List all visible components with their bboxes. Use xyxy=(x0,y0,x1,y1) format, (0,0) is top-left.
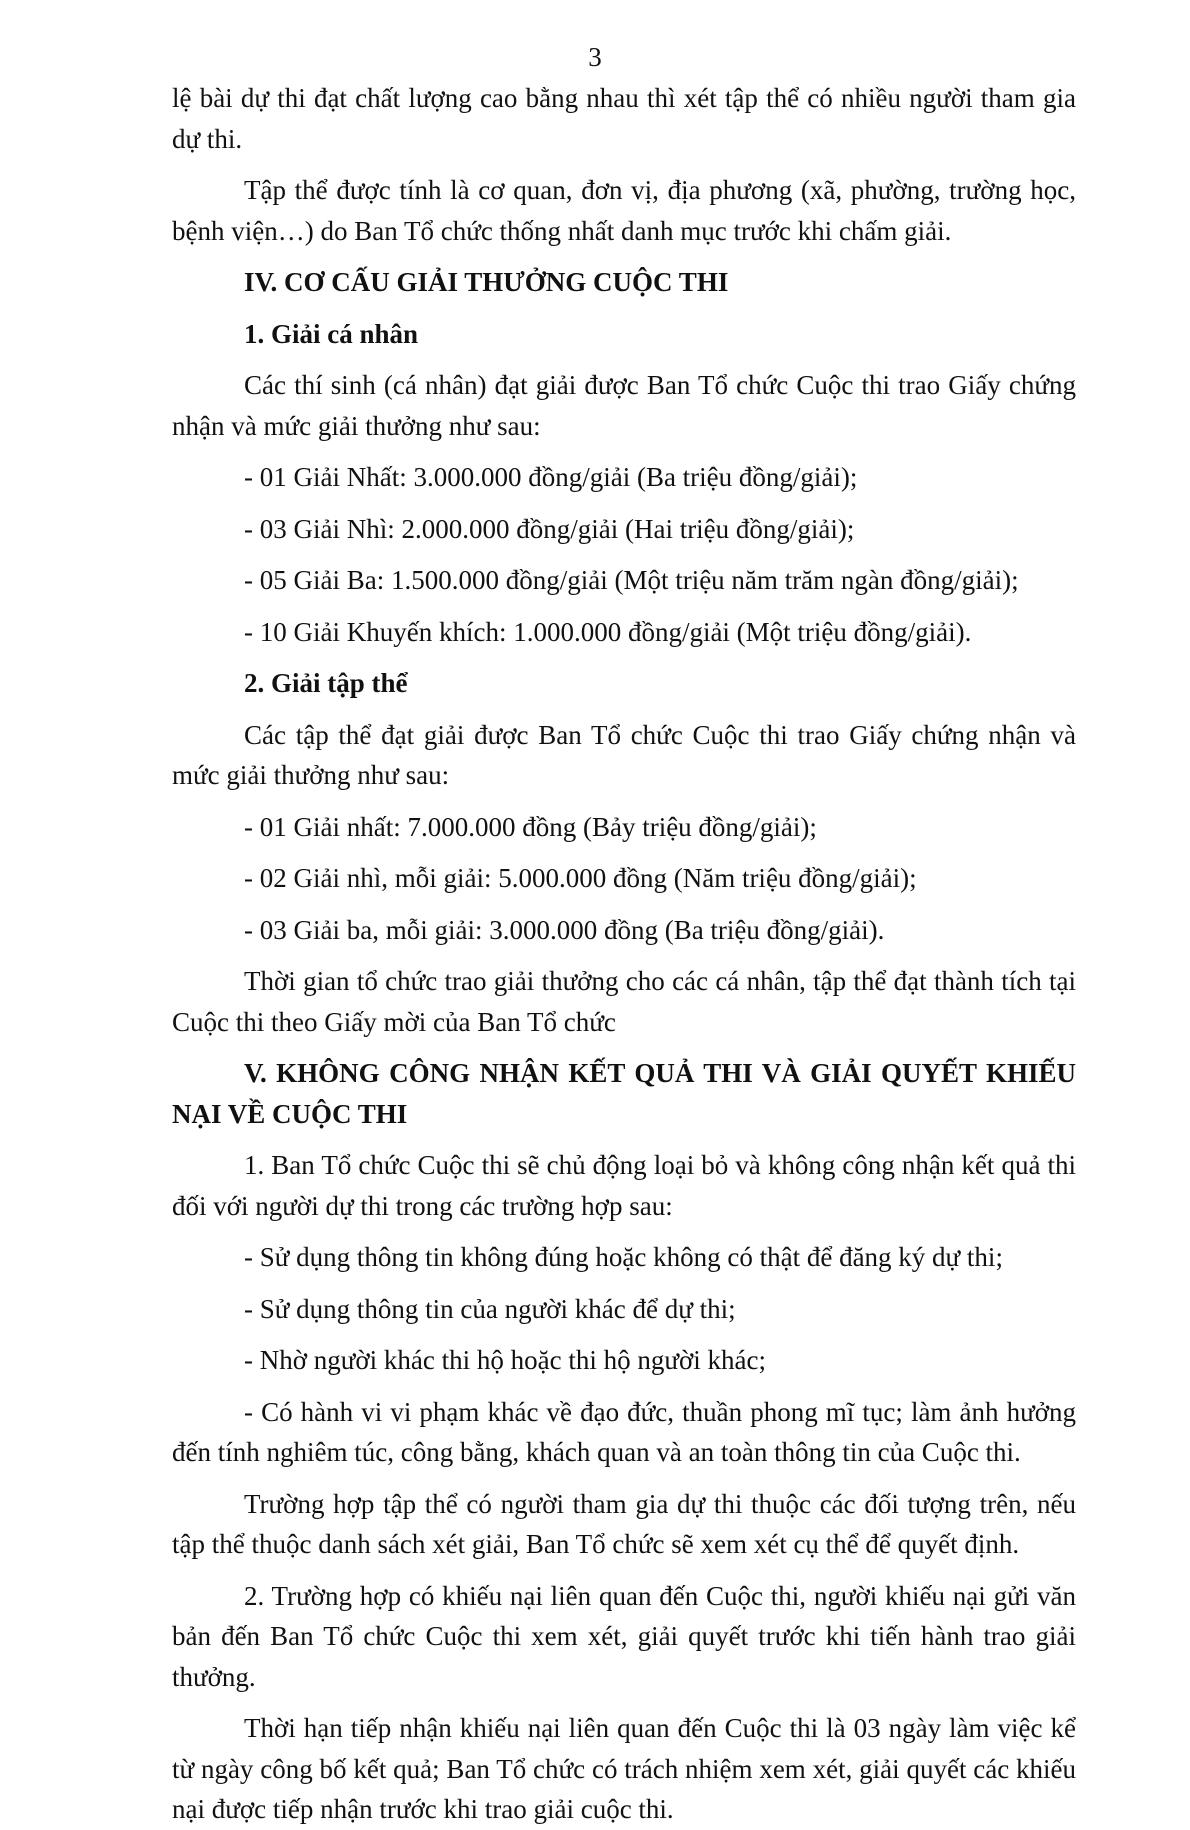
subheading-collective-prize: 2. Giải tập thể xyxy=(244,668,408,698)
list-item: - 01 Giải nhất: 7.000.000 đồng (Bảy triệu đồng/giải); xyxy=(244,811,817,842)
list-item: - 03 Giải ba, mỗi giải: 3.000.000 đồng (Ba triệu đồng/giải). xyxy=(244,914,885,945)
list-item: - 02 Giải nhì, mỗi giải: 5.000.000 đồng (Năm triệu đồng/giải); xyxy=(244,863,917,893)
document-body xyxy=(172,78,1076,1830)
list-item: - Nhờ người khác thi hộ hoặc thi hộ người khác; xyxy=(244,1345,767,1375)
paragraph-award-time: Thời gian tổ chức trao giải thưởng cho các cá nhân, tập thể đạt thành tích tại Cuộc thi theo Giấy mời của Ban Tổ chức xyxy=(172,966,1076,1037)
section-heading-iv: IV. CƠ CẤU GIẢI THƯỞNG CUỘC THI xyxy=(244,267,729,297)
paragraph-individual-intro: Các thí sinh (cá nhân) đạt giải được Ban Tổ chức Cuộc thi trao Giấy chứng nhận và mức giải thưởng như sau: xyxy=(172,370,1076,441)
paragraph-collective-violation: Trường hợp tập thể có người tham gia dự thi thuộc các đối tượng trên, nếu tập thể thuộc danh sách xét giải, Ban Tổ chức sẽ xem xét cụ thể để quyết định. xyxy=(172,1488,1076,1559)
section-heading-v: V. KHÔNG CÔNG NHẬN KẾT QUẢ THI VÀ GIẢI QUYẾT KHIẾU NẠI VỀ CUỘC THI xyxy=(172,1058,1076,1129)
paragraph-continuation: lệ bài dự thi đạt chất lượng cao bằng nhau thì xét tập thể có nhiều người tham gia dự thi. xyxy=(172,83,1076,154)
list-item: - 01 Giải Nhất: 3.000.000 đồng/giải (Ba triệu đồng/giải); xyxy=(244,462,858,492)
paragraph-collective-definition: Tập thể được tính là cơ quan, đơn vị, địa phương (xã, phường, trường học, bệnh viện…) do Ban Tổ chức thống nhất danh mục trước khi chấm giải. xyxy=(172,175,1076,246)
paragraph-disqualification: 1. Ban Tổ chức Cuộc thi sẽ chủ động loại bỏ và không công nhận kết quả thi đối với người dự thi trong các trường hợp sau: xyxy=(172,1150,1076,1221)
list-item: - Sử dụng thông tin không đúng hoặc không có thật để đăng ký dự thi; xyxy=(244,1242,1003,1272)
list-item: - 03 Giải Nhì: 2.000.000 đồng/giải (Hai triệu đồng/giải); xyxy=(244,513,855,544)
list-item: - Sử dụng thông tin của người khác để dự thi; xyxy=(244,1293,736,1324)
subheading-individual-prize: 1. Giải cá nhân xyxy=(244,318,419,349)
page-number: 3 xyxy=(588,42,602,72)
paragraph-complaint: 2. Trường hợp có khiếu nại liên quan đến Cuộc thi, người khiếu nại gửi văn bản đến Ban Tổ chức Cuộc thi xem xét, giải quyết trước khi tiến hành trao giải thưởng. xyxy=(172,1580,1076,1692)
list-item: - 10 Giải Khuyến khích: 1.000.000 đồng/giải (Một triệu đồng/giải). xyxy=(244,616,972,647)
paragraph-complaint-deadline: Thời hạn tiếp nhận khiếu nại liên quan đến Cuộc thi là 03 ngày làm việc kể từ ngày công bố kết quả; Ban Tổ chức có trách nhiệm xem xét, giải quyết các khiếu nại được tiếp nhận trước khi trao giải cuộc thi. xyxy=(172,1713,1076,1824)
list-item: - 05 Giải Ba: 1.500.000 đồng/giải (Một triệu năm trăm ngàn đồng/giải); xyxy=(244,565,1019,595)
paragraph-collective-intro: Các tập thể đạt giải được Ban Tổ chức Cuộc thi trao Giấy chứng nhận và mức giải thưởng như sau: xyxy=(172,719,1076,790)
list-item: - Có hành vi vi phạm khác về đạo đức, thuần phong mĩ tục; làm ảnh hưởng đến tính nghiêm túc, công bằng, khách quan và an toàn thông tin của Cuộc thi. xyxy=(172,1396,1076,1467)
